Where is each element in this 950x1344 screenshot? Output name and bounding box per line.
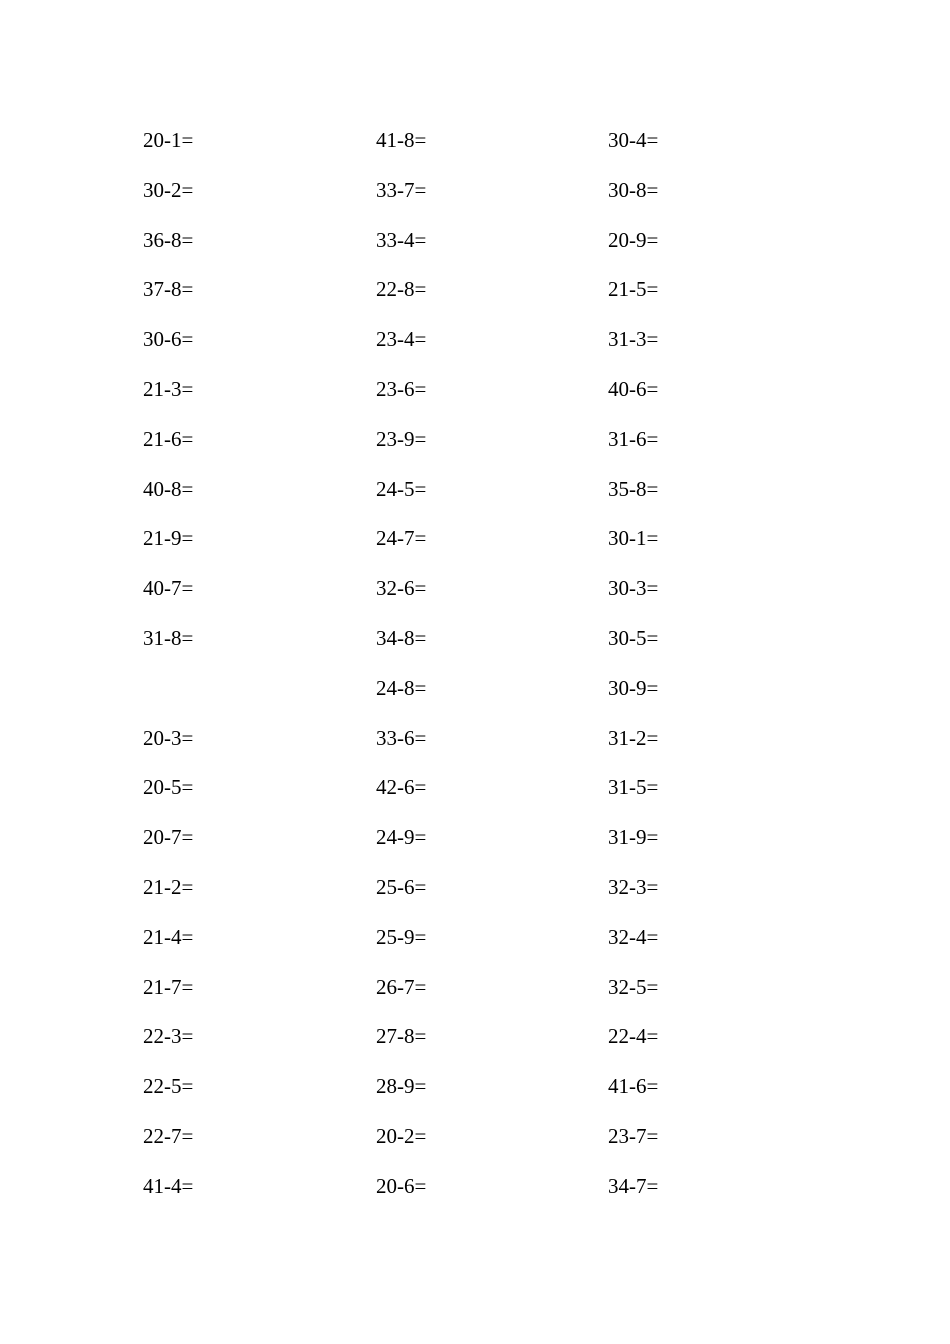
math-problem: 24-5= (376, 476, 427, 501)
math-problem: 21-2= (143, 874, 194, 899)
math-problem: 30-6= (143, 327, 194, 352)
math-problem: 30-3= (608, 576, 659, 601)
problem-column-3 (608, 127, 808, 1223)
math-problem: 37-8= (143, 277, 194, 302)
math-problem: 42-6= (376, 775, 427, 800)
math-problem: 32-5= (608, 974, 659, 999)
math-problem: 25-9= (376, 924, 427, 949)
math-problem: 33-7= (376, 177, 427, 202)
math-problem: 22-7= (143, 1123, 194, 1148)
math-problem: 24-7= (376, 526, 427, 551)
math-problem: 21-7= (143, 974, 194, 999)
math-problem: 20-9= (608, 227, 659, 252)
math-problem (143, 675, 343, 725)
problem-column-1 (143, 127, 343, 1223)
math-problem: 21-6= (143, 426, 194, 451)
math-problem: 34-8= (376, 625, 427, 650)
math-problem: 21-9= (143, 526, 194, 551)
math-problem: 21-5= (608, 277, 659, 302)
math-problem: 31-3= (608, 327, 659, 352)
math-problem: 34-7= (608, 1173, 659, 1198)
math-problem: 23-9= (376, 426, 427, 451)
math-problem: 32-4= (608, 924, 659, 949)
math-problem: 35-8= (608, 476, 659, 501)
math-problem: 22-8= (376, 277, 427, 302)
math-problem: 41-4= (143, 1173, 194, 1198)
math-problem: 33-4= (376, 227, 427, 252)
math-problem: 20-5= (143, 775, 194, 800)
math-problem: 20-7= (143, 825, 194, 850)
math-problem: 28-9= (376, 1074, 427, 1099)
math-problem: 30-4= (608, 128, 659, 152)
math-problem: 32-6= (376, 576, 427, 601)
math-problem: 30-1= (608, 526, 659, 551)
math-problem: 40-7= (143, 576, 194, 601)
math-problem: 20-6= (376, 1173, 427, 1198)
math-problem: 30-2= (143, 177, 194, 202)
math-problem: 20-3= (143, 725, 194, 750)
math-problem: 21-4= (143, 924, 194, 949)
math-problem: 25-6= (376, 874, 427, 899)
math-problem: 40-8= (143, 476, 194, 501)
math-problem: 31-9= (608, 825, 659, 850)
problem-column-2 (376, 127, 576, 1223)
math-problem: 31-8= (143, 625, 194, 650)
math-problem: 30-9= (608, 675, 659, 700)
math-problem: 41-8= (376, 128, 427, 152)
math-problem: 31-2= (608, 725, 659, 750)
math-problem: 21-3= (143, 376, 194, 401)
math-problem: 27-8= (376, 1024, 427, 1049)
math-problem: 24-9= (376, 825, 427, 850)
math-problem: 31-5= (608, 775, 659, 800)
math-problem: 23-7= (608, 1123, 659, 1148)
math-problem: 23-4= (376, 327, 427, 352)
math-problem: 20-2= (376, 1123, 427, 1148)
math-problem: 22-5= (143, 1074, 194, 1099)
math-problem: 32-3= (608, 874, 659, 899)
math-problem: 23-6= (376, 376, 427, 401)
math-problem: 41-6= (608, 1074, 659, 1099)
math-problem: 20-1= (143, 128, 194, 152)
math-problem: 26-7= (376, 974, 427, 999)
math-problem: 30-8= (608, 177, 659, 202)
math-problem: 36-8= (143, 227, 194, 252)
math-problem: 22-4= (608, 1024, 659, 1049)
math-problem: 24-8= (376, 675, 427, 700)
math-problem: 40-6= (608, 376, 659, 401)
math-problem: 31-6= (608, 426, 659, 451)
math-problem: 33-6= (376, 725, 427, 750)
math-problem: 30-5= (608, 625, 659, 650)
math-problem: 22-3= (143, 1024, 194, 1049)
